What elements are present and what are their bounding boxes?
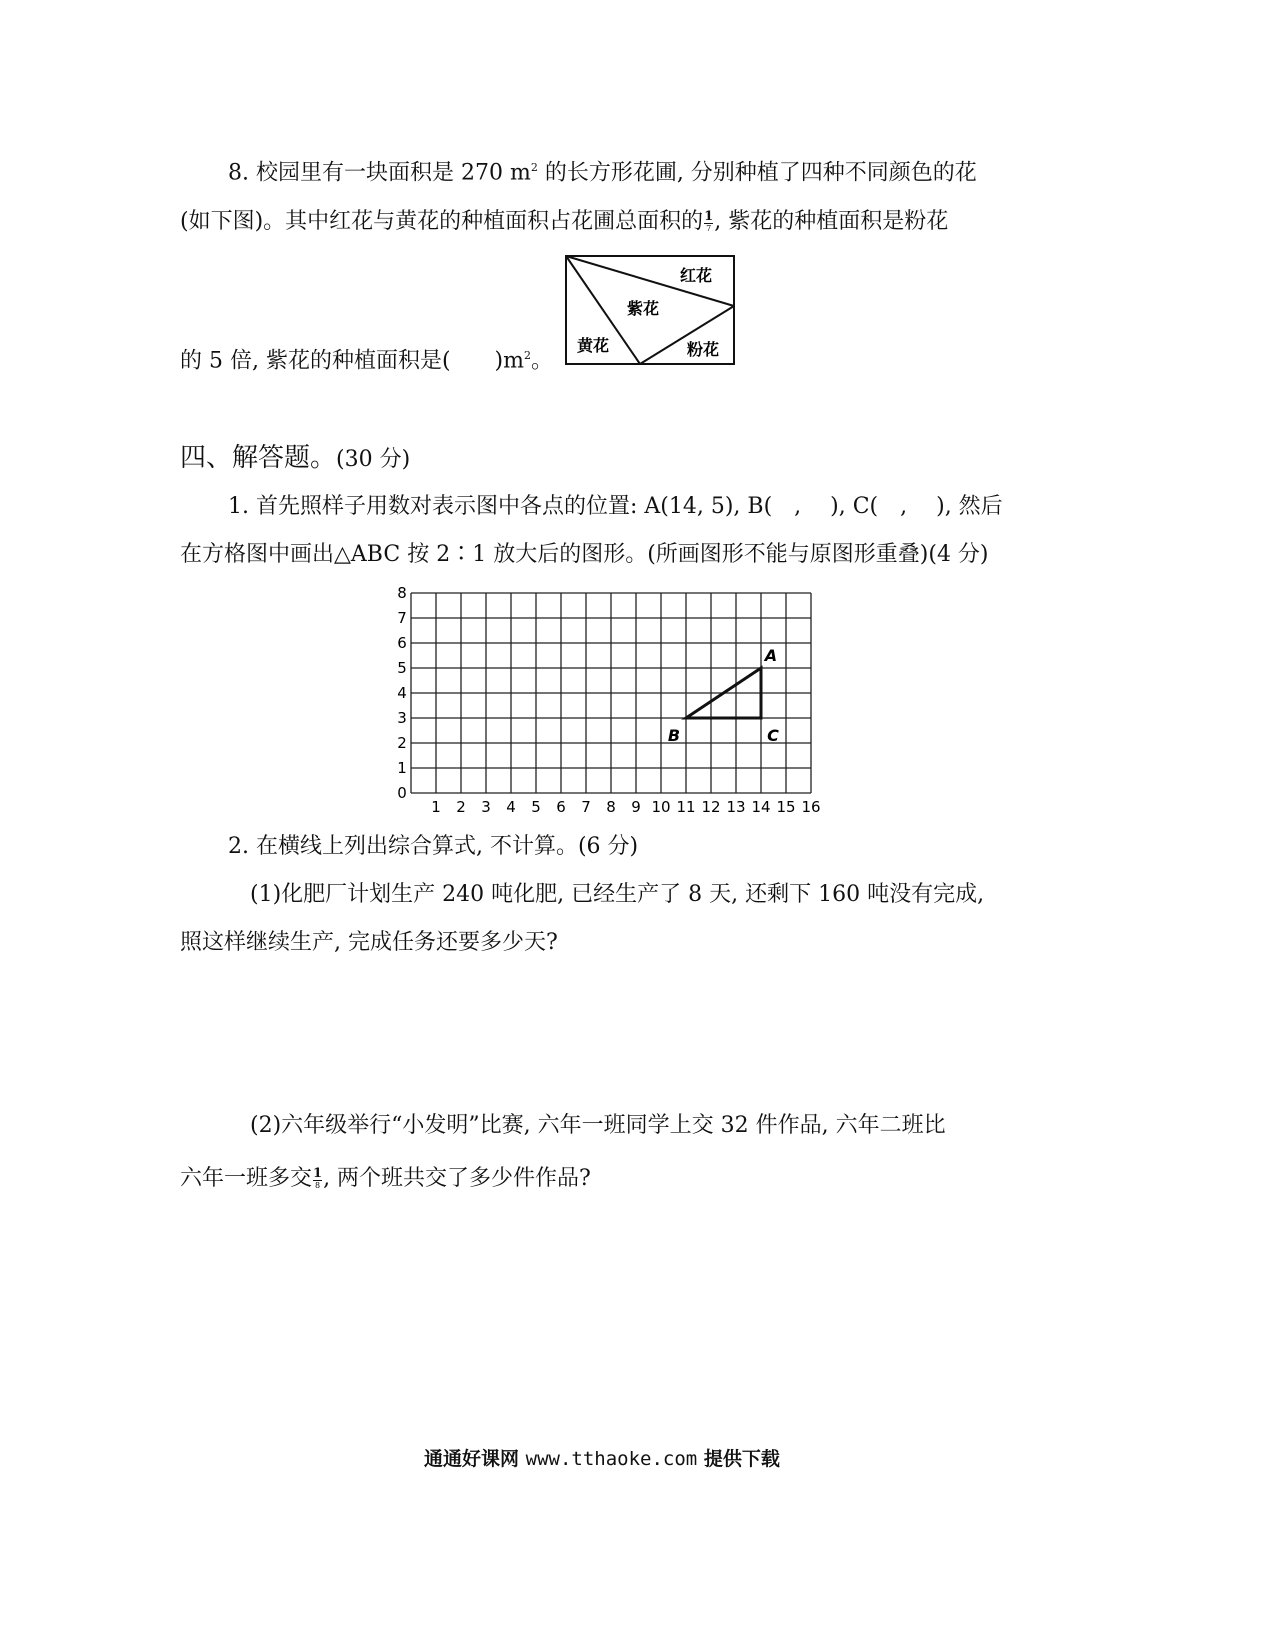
label-yellow-flower: 黄花 (577, 336, 610, 355)
x-tick-label: 14 (751, 798, 771, 816)
q2-part1-line2: 照这样继续生产, 完成任务还要多少天? (180, 930, 558, 955)
q8-line1 (228, 153, 977, 188)
x-tick-label: 15 (776, 798, 796, 816)
q2-part2-text: 六年一班多交 (180, 1166, 313, 1191)
q2-part1-line1: (1)化肥厂计划生产 240 吨化肥, 已经生产了 8 天, 还剩下 160 吨没有完成, (250, 882, 985, 907)
x-tick-label: 8 (606, 798, 616, 816)
x-tick-label: 2 (456, 798, 466, 816)
x-tick-label: 16 (801, 798, 821, 816)
point-label-b: B (667, 726, 681, 745)
label-pink-flower: 粉花 (687, 340, 720, 359)
q8-line2-text: (如下图)。其中红花与黄花的种植面积占花圃总面积的 (180, 209, 704, 234)
flower-bed-diagram (560, 251, 740, 369)
footer (424, 1444, 780, 1471)
y-tick-label: 5 (397, 659, 407, 677)
q2-fraction (313, 1168, 322, 1190)
x-tick-label: 6 (556, 798, 566, 816)
y-tick-label: 4 (397, 684, 407, 702)
x-tick-label: 9 (631, 798, 641, 816)
q2-title: 2. 在横线上列出综合算式, 不计算。(6 分) (228, 834, 639, 859)
x-tick-label: 3 (481, 798, 491, 816)
y-tick-label: 2 (397, 734, 407, 752)
y-tick-label: 3 (397, 709, 407, 727)
point-label-c: C (767, 726, 779, 745)
q8-line1-text: 8. 校园里有一块面积是 270 m (228, 160, 531, 186)
footer-suffix: 提供下载 (703, 1448, 780, 1470)
point-label-a: A (764, 646, 778, 665)
coordinate-grid (380, 580, 830, 820)
q2-part2-line1: (2)六年级举行“小发明”比赛, 六年一班同学上交 32 件作品, 六年二班比 (250, 1113, 946, 1138)
q1-line2: 在方格图中画出△ABC 按 2∶1 放大后的图形。(所画图形不能与原图形重叠)(4 分) (180, 542, 989, 567)
footer-url[interactable]: www.tthaoke.com (525, 1448, 698, 1470)
x-tick-label: 4 (506, 798, 516, 816)
x-tick-label: 11 (676, 798, 696, 816)
label-red-flower: 红花 (680, 266, 713, 285)
q8-line3-text: 的 5 倍, 紫花的种植面积是( )m (180, 348, 524, 374)
q8-unit-superscript: 2 (530, 161, 538, 174)
x-tick-label: 5 (531, 798, 541, 816)
q2-fraction-numerator: 1 (313, 1166, 323, 1181)
x-tick-label: 1 (431, 798, 441, 816)
x-tick-label: 13 (726, 798, 746, 816)
section-title (180, 437, 410, 474)
q8-line1-text-end: 的长方形花圃, 分别种植了四种不同颜色的花 (537, 160, 977, 186)
x-tick-label: 12 (701, 798, 721, 816)
grid-lines (411, 593, 811, 793)
x-tick-label: 10 (651, 798, 671, 816)
y-tick-label: 1 (397, 759, 407, 777)
q1-line1: 1. 首先照样子用数对表示图中各点的位置: A(14, 5), B( , ), C( , ), 然后 (228, 494, 1003, 519)
q8-fraction (704, 211, 713, 233)
y-tick-label: 7 (397, 609, 407, 627)
q2-fraction-denominator: 8 (314, 1181, 321, 1190)
q2-part2-text-end: , 两个班共交了多少件作品? (323, 1166, 591, 1191)
footer-site: 通通好课网 (424, 1448, 520, 1470)
section-score: (30 分) (336, 447, 411, 472)
q8-unit-superscript-2: 2 (524, 349, 531, 362)
q8-fraction-numerator: 1 (704, 209, 714, 224)
label-purple-flower: 紫花 (627, 299, 660, 318)
q8-line2-text-end: , 紫花的种植面积是粉花 (714, 209, 949, 234)
q8-line3 (180, 341, 553, 376)
y-tick-label: 8 (397, 584, 407, 602)
x-tick-label: 7 (581, 798, 591, 816)
q2-part2-line2 (180, 1164, 591, 1194)
section-title-text: 四、解答题。 (180, 443, 337, 473)
q8-fraction-denominator: 7 (706, 224, 712, 233)
y-tick-label: 6 (397, 634, 407, 652)
q8-line2 (180, 207, 948, 237)
y-tick-label: 0 (397, 784, 407, 802)
q8-line3-text-end: 。 (531, 348, 554, 374)
